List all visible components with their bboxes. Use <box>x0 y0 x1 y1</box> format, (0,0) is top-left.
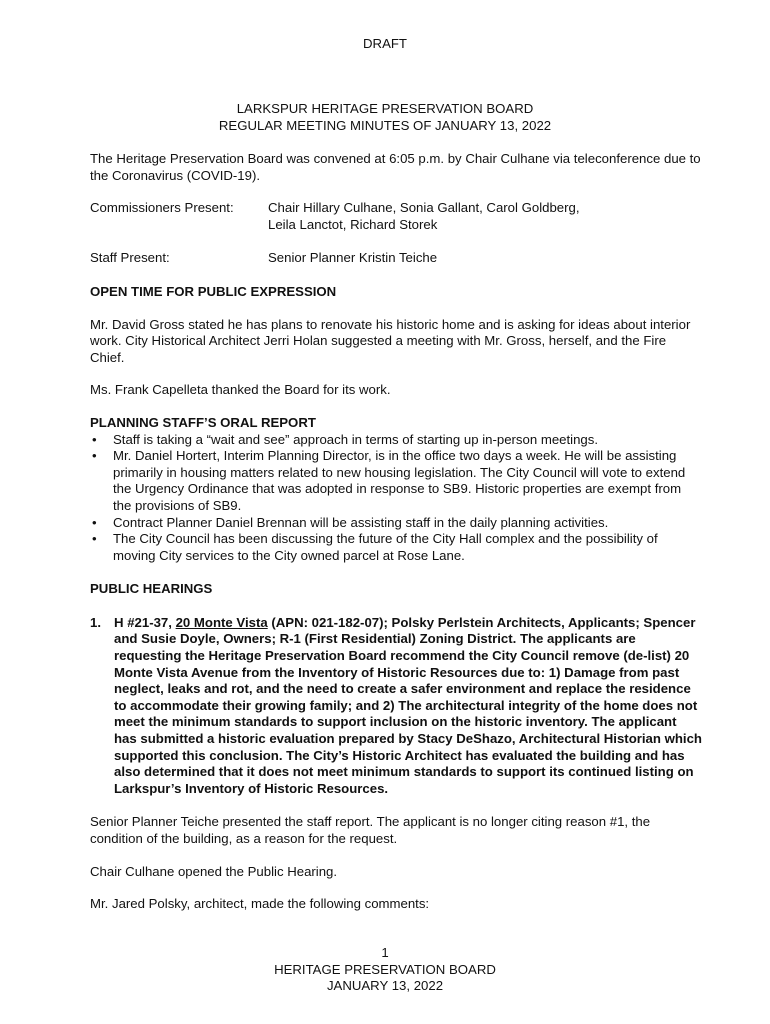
document-title <box>0 101 770 134</box>
footer-line-1: HERITAGE PRESERVATION BOARD <box>274 961 496 977</box>
public-hearings-heading: PUBLIC HEARINGS <box>90 581 213 597</box>
public-expression-paragraph-1: Mr. David Gross stated he has plans to renovate his historic home and is asking for ideas about interior work. City Historical Architect Jerri Holan suggested a meeting with Mr. Gross, herself, and the Fire Chief. <box>90 316 691 365</box>
commissioners-row <box>90 200 702 233</box>
list-item-text: Mr. Daniel Hortert, Interim Planning Director, is in the office two days a week. He will be assisting primarily in housing matters related to new housing legislation. The City Council will vote to extend the Urgency Ordinance that was adopted in response to SB9. Historic properties are exempt from the provisions of SB9. <box>113 448 686 513</box>
list-item <box>90 448 702 514</box>
hearing-item-number: 1. <box>90 614 101 630</box>
title-line-2: REGULAR MEETING MINUTES OF JANUARY 13, 2022 <box>218 117 552 133</box>
commissioners-line-2: Leila Lanctot, Richard Storek <box>268 216 438 232</box>
hearing-item-prefix: H #21-37, <box>114 614 176 630</box>
commissioners-value <box>268 200 702 233</box>
list-item-text: Contract Planner Daniel Brennan will be assisting staff in the daily planning activities. <box>113 514 609 530</box>
staff-report-heading: PLANNING STAFF’S ORAL REPORT <box>90 414 316 430</box>
list-item-text: The City Council has been discussing the future of the City Hall complex and the possibility of moving City services to the City owned parcel at Rose Lane. <box>113 531 658 563</box>
bullet-icon: • <box>92 514 97 530</box>
hearing-paragraph-3: Mr. Jared Polsky, architect, made the following comments: <box>90 896 430 912</box>
commissioners-label: Commissioners Present: <box>90 200 234 216</box>
page-number: 1 <box>381 945 389 960</box>
public-expression-heading: OPEN TIME FOR PUBLIC EXPRESSION <box>90 283 337 299</box>
hearing-item-address: 20 Monte Vista <box>175 614 268 630</box>
footer-line-2: JANUARY 13, 2022 <box>326 978 444 994</box>
document-body <box>90 151 702 929</box>
staff-report-list <box>90 432 702 565</box>
staff-label: Staff Present: <box>90 250 170 266</box>
public-expression-paragraph-2: Ms. Frank Capelleta thanked the Board for its work. <box>90 382 391 398</box>
list-item <box>90 515 702 532</box>
list-item <box>90 531 702 564</box>
list-item <box>90 432 702 449</box>
intro-paragraph: The Heritage Preservation Board was convened at 6:05 p.m. by Chair Culhane via teleconference due to the Coronavirus (COVID-19). <box>90 151 701 183</box>
title-line-1: LARKSPUR HERITAGE PRESERVATION BOARD <box>236 101 534 116</box>
hearing-paragraph-2: Chair Culhane opened the Public Hearing. <box>90 863 338 879</box>
bullet-icon: • <box>92 531 97 547</box>
list-item-text: Staff is taking a “wait and see” approach in terms of starting up in-person meetings. <box>113 431 599 447</box>
hearing-item-description: (APN: 021-182-07); Polsky Perlstein Architects, Applicants; Spencer and Susie Doyle, Owners; R-1 (First Residential) Zoning District. The applicants are requesting the Heritage Preservation Board recommend the City Council remove (de-list) 20 Monte Vista Avenue from the Inventory of Historic Resources due to: 1) Damage from past neglect, leaks and rot, and the need to create a safer environment and replace the residence to accommodate their growing family; and 2) The architectural integrity of the home does not meet the minimum standards to support inclusion on the historic inventory. The applicant has submitted a historic evaluation prepared by Stacy DeShazo, Architectural Historian which supported this conclusion. The City’s Historic Architect has evaluated the building and has also determined that it does not meet minimum standards to support its continued listing on Larkspur’s Inventory of Historic Resources. <box>114 614 702 796</box>
bullet-icon: • <box>92 448 97 464</box>
page-footer <box>0 945 770 995</box>
hearing-item <box>90 615 702 798</box>
staff-row <box>90 250 702 267</box>
hearing-paragraph-1: Senior Planner Teiche presented the staff report. The applicant is no longer citing reason #1, the condition of the building, as a reason for the request. <box>90 814 651 846</box>
bullet-icon: • <box>92 431 97 447</box>
commissioners-line-1: Chair Hillary Culhane, Sonia Gallant, Carol Goldberg, <box>268 200 580 216</box>
hearing-item-text <box>114 615 702 798</box>
staff-value: Senior Planner Kristin Teiche <box>268 250 438 266</box>
draft-label: DRAFT <box>363 36 407 51</box>
